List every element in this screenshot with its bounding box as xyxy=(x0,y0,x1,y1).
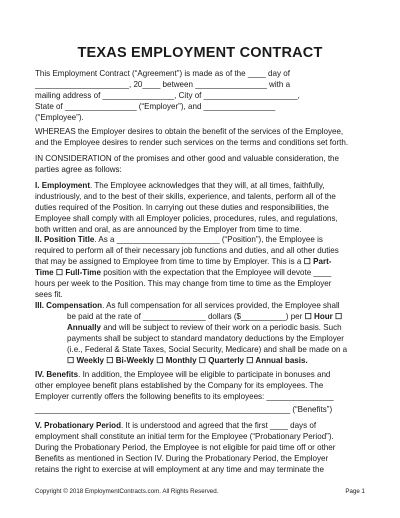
compensation-text: be paid at the rate of ______________ dollars ($__________) per xyxy=(67,312,305,321)
whereas-line: WHEREAS the Employer desires to obtain the benefit of the services of the Employee, xyxy=(35,127,344,136)
part-time-checkbox[interactable]: ☐ Part- xyxy=(303,257,332,266)
intro-line: _____________________, 20____ between ________________ with a xyxy=(35,80,291,89)
probation-text: . It is understood and agreed that the first ____ days of xyxy=(121,421,317,430)
probation-line: During the Probationary Period, the Employee is not eligible for paid time off or other xyxy=(35,443,336,452)
compensation-line: payments shall be subject to standard mandatory deductions by the Employer xyxy=(67,334,344,343)
position-line: sees fit. xyxy=(35,290,63,299)
consideration-line: parties agree as follows: xyxy=(35,165,122,174)
employment-text: . The Employee acknowledges that they will, at all times, faithfully, xyxy=(90,181,325,190)
intro-line: mailing address of ________________, City of _____________________, xyxy=(35,91,300,100)
compensation-line xyxy=(67,311,342,322)
footer-page-number: Page 1 xyxy=(345,488,365,495)
intro-line: State of ________________ (“Employer”), and ________________ xyxy=(35,102,276,111)
position-text: that may be assigned to Employee from time to time by Employer. This is a xyxy=(35,257,304,266)
employment-line xyxy=(35,180,325,191)
position-text: . As a _______________________ (“Position”), the Employee is xyxy=(94,235,323,244)
intro-line: (“Employee”). xyxy=(35,113,84,122)
document-title: TEXAS EMPLOYMENT CONTRACT xyxy=(77,45,323,61)
employment-line: both written and oral, as are announced by the Employer from time to time. xyxy=(35,225,302,234)
probation-line: Benefits as mentioned in Section IV. During the Probationary Period, the Employer xyxy=(35,454,329,463)
benefits-line: Employer currently offers the following benefits to its employees: _______________ xyxy=(35,392,334,401)
position-heading: II. Position Title xyxy=(35,235,95,244)
position-line: hours per week to the Position. This may change from time to time as the Employer xyxy=(35,279,332,288)
probation-heading: V. Probationary Period xyxy=(35,421,122,430)
intro-line: This Employment Contract (“Agreement”) is made as of the ____ day of xyxy=(35,69,290,78)
hour-checkbox[interactable]: ☐ Hour ☐ xyxy=(304,312,343,321)
position-line: required to perform all of their necessary job functions and duties, and all other duties xyxy=(35,246,339,255)
position-line xyxy=(35,234,323,245)
compensation-line: (i.e., Federal & State Taxes, Social Security, Medicare) and shall be made on a xyxy=(67,345,348,354)
compensation-text: . As full compensation for all services provided, the Employee shall xyxy=(102,301,340,310)
probation-line xyxy=(35,420,316,431)
consideration-line: IN CONSIDERATION of the promises and other good and valuable consideration, the xyxy=(35,154,340,163)
employment-line: Employee shall comply with all Employer policies, procedures, rules, and regulations, xyxy=(35,214,338,223)
employment-line: industriously, and to the best of their skills, experience, and talents, perform all of the xyxy=(35,192,336,201)
position-line xyxy=(35,256,331,267)
benefits-heading: IV. Benefits xyxy=(35,370,79,379)
compensation-heading: III. Compensation xyxy=(35,301,103,310)
probation-line: employment shall constitute an initial term for the Employee (“Probationary Period”). xyxy=(35,432,334,441)
benefits-line: _________________________________________________________ (“Benefits”) xyxy=(35,405,333,414)
whereas-line: and the Employee desires to render such services on the terms and conditions set forth. xyxy=(35,138,349,147)
benefits-text: . In addition, the Employee will be eligible to participate in bonuses and xyxy=(78,370,331,379)
compensation-line xyxy=(35,300,340,311)
employment-heading: I. Employment xyxy=(35,181,90,190)
employment-line: duties required of the Position. In carrying out these duties and responsibilities, the xyxy=(35,203,329,212)
compensation-text: and will be subject to review of their work on a periodic basis. Such xyxy=(100,323,342,332)
benefits-line: other employee benefit plans established by the Company for its employees. The xyxy=(35,381,324,390)
probation-line: retains the right to exercise at will employment at any time and may terminate the xyxy=(35,465,324,474)
full-time-checkbox[interactable]: Time ☐ Full-Time xyxy=(35,268,101,277)
compensation-line xyxy=(67,322,342,333)
benefits-line xyxy=(35,369,330,380)
pay-frequency-options[interactable]: ☐ Weekly ☐ Bi-Weekly ☐ Monthly ☐ Quarterly ☐ Annual basis. xyxy=(67,356,308,365)
annually-checkbox[interactable]: Annually xyxy=(67,323,101,332)
position-text: position with the expectation that the Employee will devote ____ xyxy=(100,268,332,277)
footer-copyright: Copyright © 2018 EmploymentContracts.com. All Rights Reserved. xyxy=(35,488,219,495)
position-line xyxy=(35,267,331,278)
